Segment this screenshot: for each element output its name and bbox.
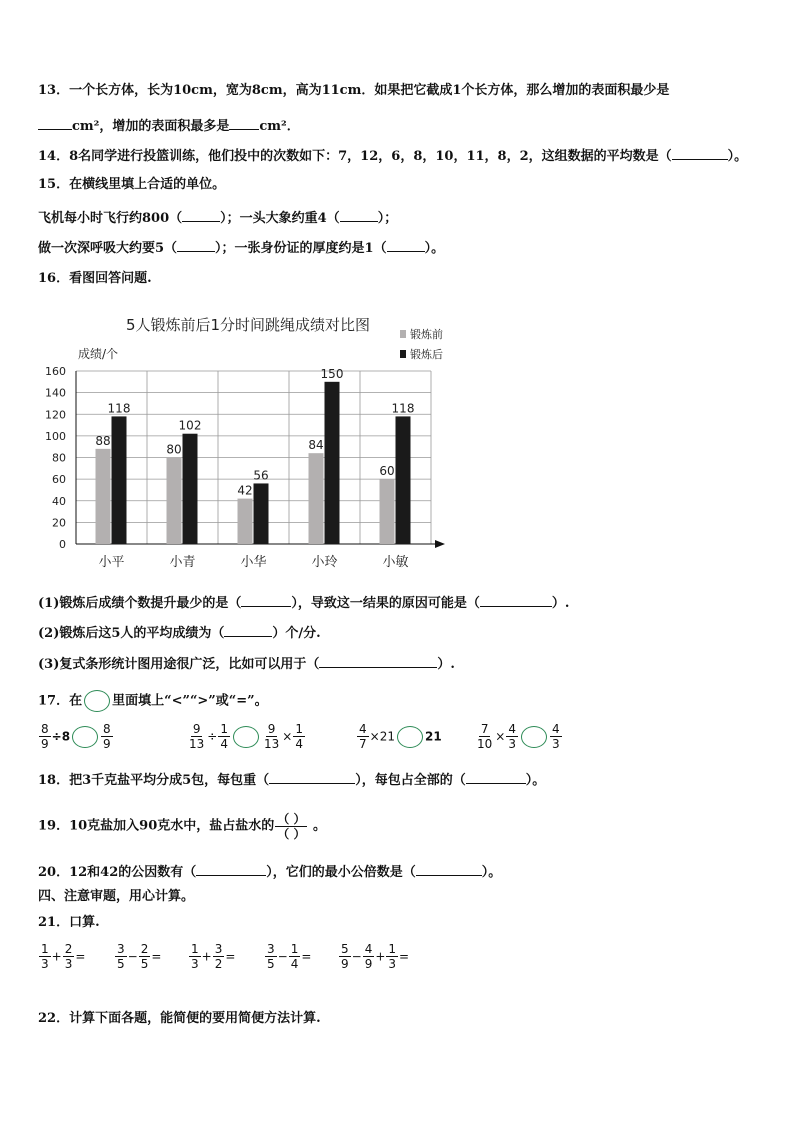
- bar-after: [254, 483, 269, 544]
- legend-swatch: [400, 330, 406, 338]
- data-label: 118: [391, 401, 415, 416]
- q15-line-a: 飞机每小时飞行约800（ ）；一头大象约重4（ ）；: [38, 208, 397, 228]
- q16-part1: (1)锻炼后成绩个数提升最少的是（ ），导致这一结果的原因可能是（ ）.: [38, 593, 569, 613]
- q17-expr-1: $\frac{8}{9}$ ÷8 $\frac{8}{9}$: [41, 722, 111, 751]
- q15-line-b: 做一次深呼吸大约要5（ ）；一张身份证的厚度约是1（ ）。: [38, 238, 444, 258]
- compare-circle[interactable]: [233, 726, 259, 748]
- q14: 14．8名同学进行投篮训练，他们投中的次数如下：7，12，6，8，10，11，8，2，这组数据的平均数是（ ）。: [38, 146, 747, 166]
- data-label: 102: [178, 418, 202, 433]
- y-tick-label: 160: [45, 365, 66, 378]
- answer-blank[interactable]: [672, 146, 728, 160]
- q21-expr-1: $\frac{1}{3}$ + $\frac{2}{3}$ =: [41, 942, 86, 971]
- answer-blank[interactable]: [340, 208, 378, 222]
- bar-before: [167, 458, 182, 545]
- q21-expressions: [38, 942, 758, 978]
- data-label: 88: [95, 433, 111, 448]
- bar-before: [309, 453, 324, 544]
- bar-after: [325, 382, 340, 544]
- x-tick-label: 小玲: [311, 555, 338, 570]
- q19: 19．10克盐加入90克水中，盐占盐水的 $\frac{( )}{( )}$ 。: [38, 812, 327, 841]
- x-tick-label: 小平: [98, 555, 125, 570]
- data-label: 118: [107, 401, 131, 416]
- q17-title: 17．在 里面填上“<”“>”或“=”。: [38, 690, 268, 712]
- y-tick-label: 60: [52, 473, 66, 487]
- data-label: 42: [237, 483, 253, 498]
- answer-blank[interactable]: [38, 116, 72, 130]
- data-label: 150: [320, 366, 344, 381]
- x-tick-label: 小敏: [382, 555, 409, 570]
- answer-blank[interactable]: [241, 593, 291, 607]
- compare-circle[interactable]: [397, 726, 423, 748]
- q21-expr-4: $\frac{3}{5}$ − $\frac{1}{4}$ =: [267, 942, 312, 971]
- q20: 20．12和42的公因数有（ ），它们的最小公倍数是（ ）。: [38, 862, 501, 882]
- data-label: 60: [379, 464, 395, 479]
- bar-before: [238, 499, 253, 544]
- q17-expr-4: $\frac{7}{10}$ × $\frac{4}{3}$ $\frac{4}{3}$: [477, 722, 560, 751]
- y-tick-label: 0: [59, 538, 66, 551]
- answer-blank[interactable]: [387, 238, 425, 252]
- q17-expr-3: $\frac{4}{7}$ ×21 21: [359, 722, 442, 751]
- bar-chart: [38, 306, 468, 576]
- q13-line1: 13．一个长方体，长为10cm，宽为8cm，高为11cm．如果把它截成1个长方体，那么增加的表面积最少是: [38, 83, 670, 98]
- section-heading: 四、注意审题，用心计算。: [38, 889, 195, 904]
- data-label: 84: [308, 438, 324, 453]
- y-tick-label: 100: [45, 429, 66, 443]
- answer-blank[interactable]: [224, 623, 272, 637]
- answer-blank[interactable]: [319, 654, 437, 668]
- q21-expr-2: $\frac{3}{5}$ − $\frac{2}{5}$ =: [117, 942, 162, 971]
- answer-blank[interactable]: [466, 770, 526, 784]
- bar-before: [380, 479, 395, 544]
- q21-expr-5: $\frac{5}{9}$ − $\frac{4}{9}$ + $\frac{1}{3}$ =: [341, 942, 410, 971]
- legend-label: 锻炼前: [410, 328, 443, 341]
- data-label: 80: [166, 442, 182, 457]
- q13-line2: cm²，增加的表面积最多是 cm²．: [38, 116, 300, 136]
- q16-part3: (3)复式条形统计图用途很广泛，比如可以用于（ ）.: [38, 654, 455, 674]
- x-axis-arrow: [435, 540, 445, 548]
- answer-blank[interactable]: [480, 593, 552, 607]
- bar-before: [96, 449, 111, 544]
- legend-label: 锻炼后: [410, 348, 443, 361]
- x-tick-label: 小青: [169, 555, 196, 570]
- answer-blank[interactable]: [196, 862, 266, 876]
- q18: 18．把3千克盐平均分成5包，每包重（ ），每包占全部的（ ）。: [38, 770, 545, 790]
- legend-swatch: [400, 350, 406, 358]
- answer-blank[interactable]: [229, 116, 259, 130]
- bar-after: [183, 434, 198, 544]
- q17-expr-2: $\frac{9}{13}$ ÷ $\frac{1}{4}$ $\frac{9}{13}$ × $\frac{1}{4}$: [189, 722, 303, 751]
- data-label: 56: [253, 468, 269, 483]
- bar-after: [396, 416, 411, 544]
- q21-expr-3: $\frac{1}{3}$ + $\frac{3}{2}$ =: [191, 942, 236, 971]
- bar-after: [112, 416, 127, 544]
- q21-title: 21．口算.: [38, 915, 100, 930]
- q16-title: 16．看图回答问题.: [38, 271, 152, 286]
- answer-blank[interactable]: [416, 862, 482, 876]
- q15-title: 15．在横线里填上合适的单位。: [38, 177, 226, 192]
- compare-circle[interactable]: [72, 726, 98, 748]
- answer-blank[interactable]: [182, 208, 220, 222]
- y-tick-label: 120: [45, 408, 66, 422]
- y-tick-label: 40: [52, 494, 66, 508]
- answer-blank[interactable]: [177, 238, 215, 252]
- y-tick-label: 140: [45, 386, 66, 400]
- answer-blank[interactable]: [269, 770, 355, 784]
- y-tick-label: 20: [52, 516, 66, 530]
- q17-expressions: [38, 722, 758, 762]
- compare-circle: [84, 690, 110, 712]
- x-tick-label: 小华: [240, 555, 267, 570]
- y-axis-label: 成绩/个: [78, 347, 119, 361]
- chart-title: 5人锻炼前后1分时间跳绳成绩对比图: [125, 316, 371, 334]
- y-tick-label: 80: [52, 451, 66, 465]
- q16-part2: (2)锻炼后这5人的平均成绩为（ ）个/分.: [38, 623, 321, 643]
- q22: 22．计算下面各题，能简便的要用简便方法计算.: [38, 1011, 321, 1026]
- compare-circle[interactable]: [521, 726, 547, 748]
